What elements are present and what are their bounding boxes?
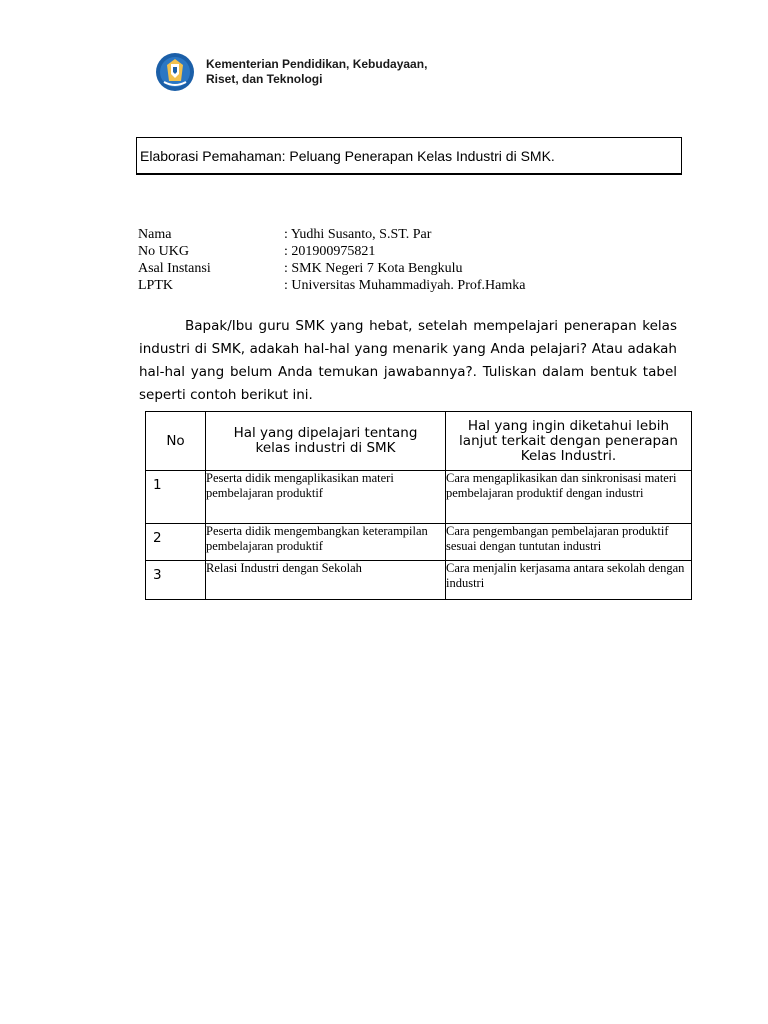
reflection-table bbox=[145, 411, 692, 600]
info-value: : SMK Negeri 7 Kota Bengkulu bbox=[284, 261, 463, 276]
info-label: No UKG bbox=[138, 244, 189, 259]
row-learned: Relasi Industri dengan Sekolah bbox=[206, 561, 446, 600]
table-row bbox=[146, 524, 692, 561]
info-value: : Universitas Muhammadiyah. Prof.Hamka bbox=[284, 278, 526, 293]
tut-wuri-handayani-logo-icon bbox=[154, 52, 196, 92]
info-value: : Yudhi Susanto, S.ST. Par bbox=[284, 227, 432, 242]
info-row-lptk bbox=[138, 277, 525, 294]
info-label: Nama bbox=[138, 227, 172, 242]
row-want-to-know: Cara pengembangan pembelajaran produktif sesuai dengan tuntutan industri bbox=[446, 524, 692, 561]
table-header-row bbox=[146, 412, 692, 471]
info-row-asal-instansi bbox=[138, 260, 525, 277]
row-want-to-know: Cara mengaplikasikan dan sinkronisasi materi pembelajaran produktif dengan industri bbox=[446, 471, 692, 524]
info-row-nama bbox=[138, 226, 525, 243]
row-no: 3 bbox=[146, 561, 206, 600]
info-row-no-ukg bbox=[138, 243, 525, 260]
row-learned: Peserta didik mengaplikasikan materi pembelajaran produktif bbox=[206, 471, 446, 524]
ministry-header bbox=[154, 52, 427, 92]
title-box bbox=[136, 137, 682, 175]
ministry-name-line1: Kementerian Pendidikan, Kebudayaan, bbox=[206, 57, 428, 71]
row-learned: Peserta didik mengembangkan keterampilan pembelajaran produktif bbox=[206, 524, 446, 561]
header-learned: Hal yang dipelajari tentang kelas industri di SMK bbox=[206, 412, 446, 471]
table-row bbox=[146, 471, 692, 524]
identity-block bbox=[138, 226, 525, 294]
info-label: Asal Instansi bbox=[138, 261, 211, 276]
info-label: LPTK bbox=[138, 278, 173, 293]
ministry-name-line2: Riset, dan Teknologi bbox=[206, 72, 323, 86]
info-value: : 201900975821 bbox=[284, 244, 376, 259]
document-title: Elaborasi Pemahaman: Peluang Penerapan Kelas Industri di SMK. bbox=[140, 148, 555, 164]
ministry-name bbox=[206, 57, 427, 87]
header-want-to-know: Hal yang ingin diketahui lebih lanjut terkait dengan penerapan Kelas Industri. bbox=[446, 412, 692, 471]
header-no: No bbox=[146, 412, 206, 471]
row-no: 2 bbox=[146, 524, 206, 561]
row-want-to-know: Cara menjalin kerjasama antara sekolah dengan industri bbox=[446, 561, 692, 600]
row-no: 1 bbox=[146, 471, 206, 524]
instruction-paragraph bbox=[139, 315, 677, 407]
table-row bbox=[146, 561, 692, 600]
instruction-text: Bapak/Ibu guru SMK yang hebat, setelah mempelajari penerapan kelas industri di SMK, adakah hal-hal yang menarik yang Anda pelajari? Atau adakah hal-hal yang belum Anda temukan jawabannya?. Tuliskan dalam bentuk tabel seperti contoh berikut ini. bbox=[139, 318, 677, 403]
